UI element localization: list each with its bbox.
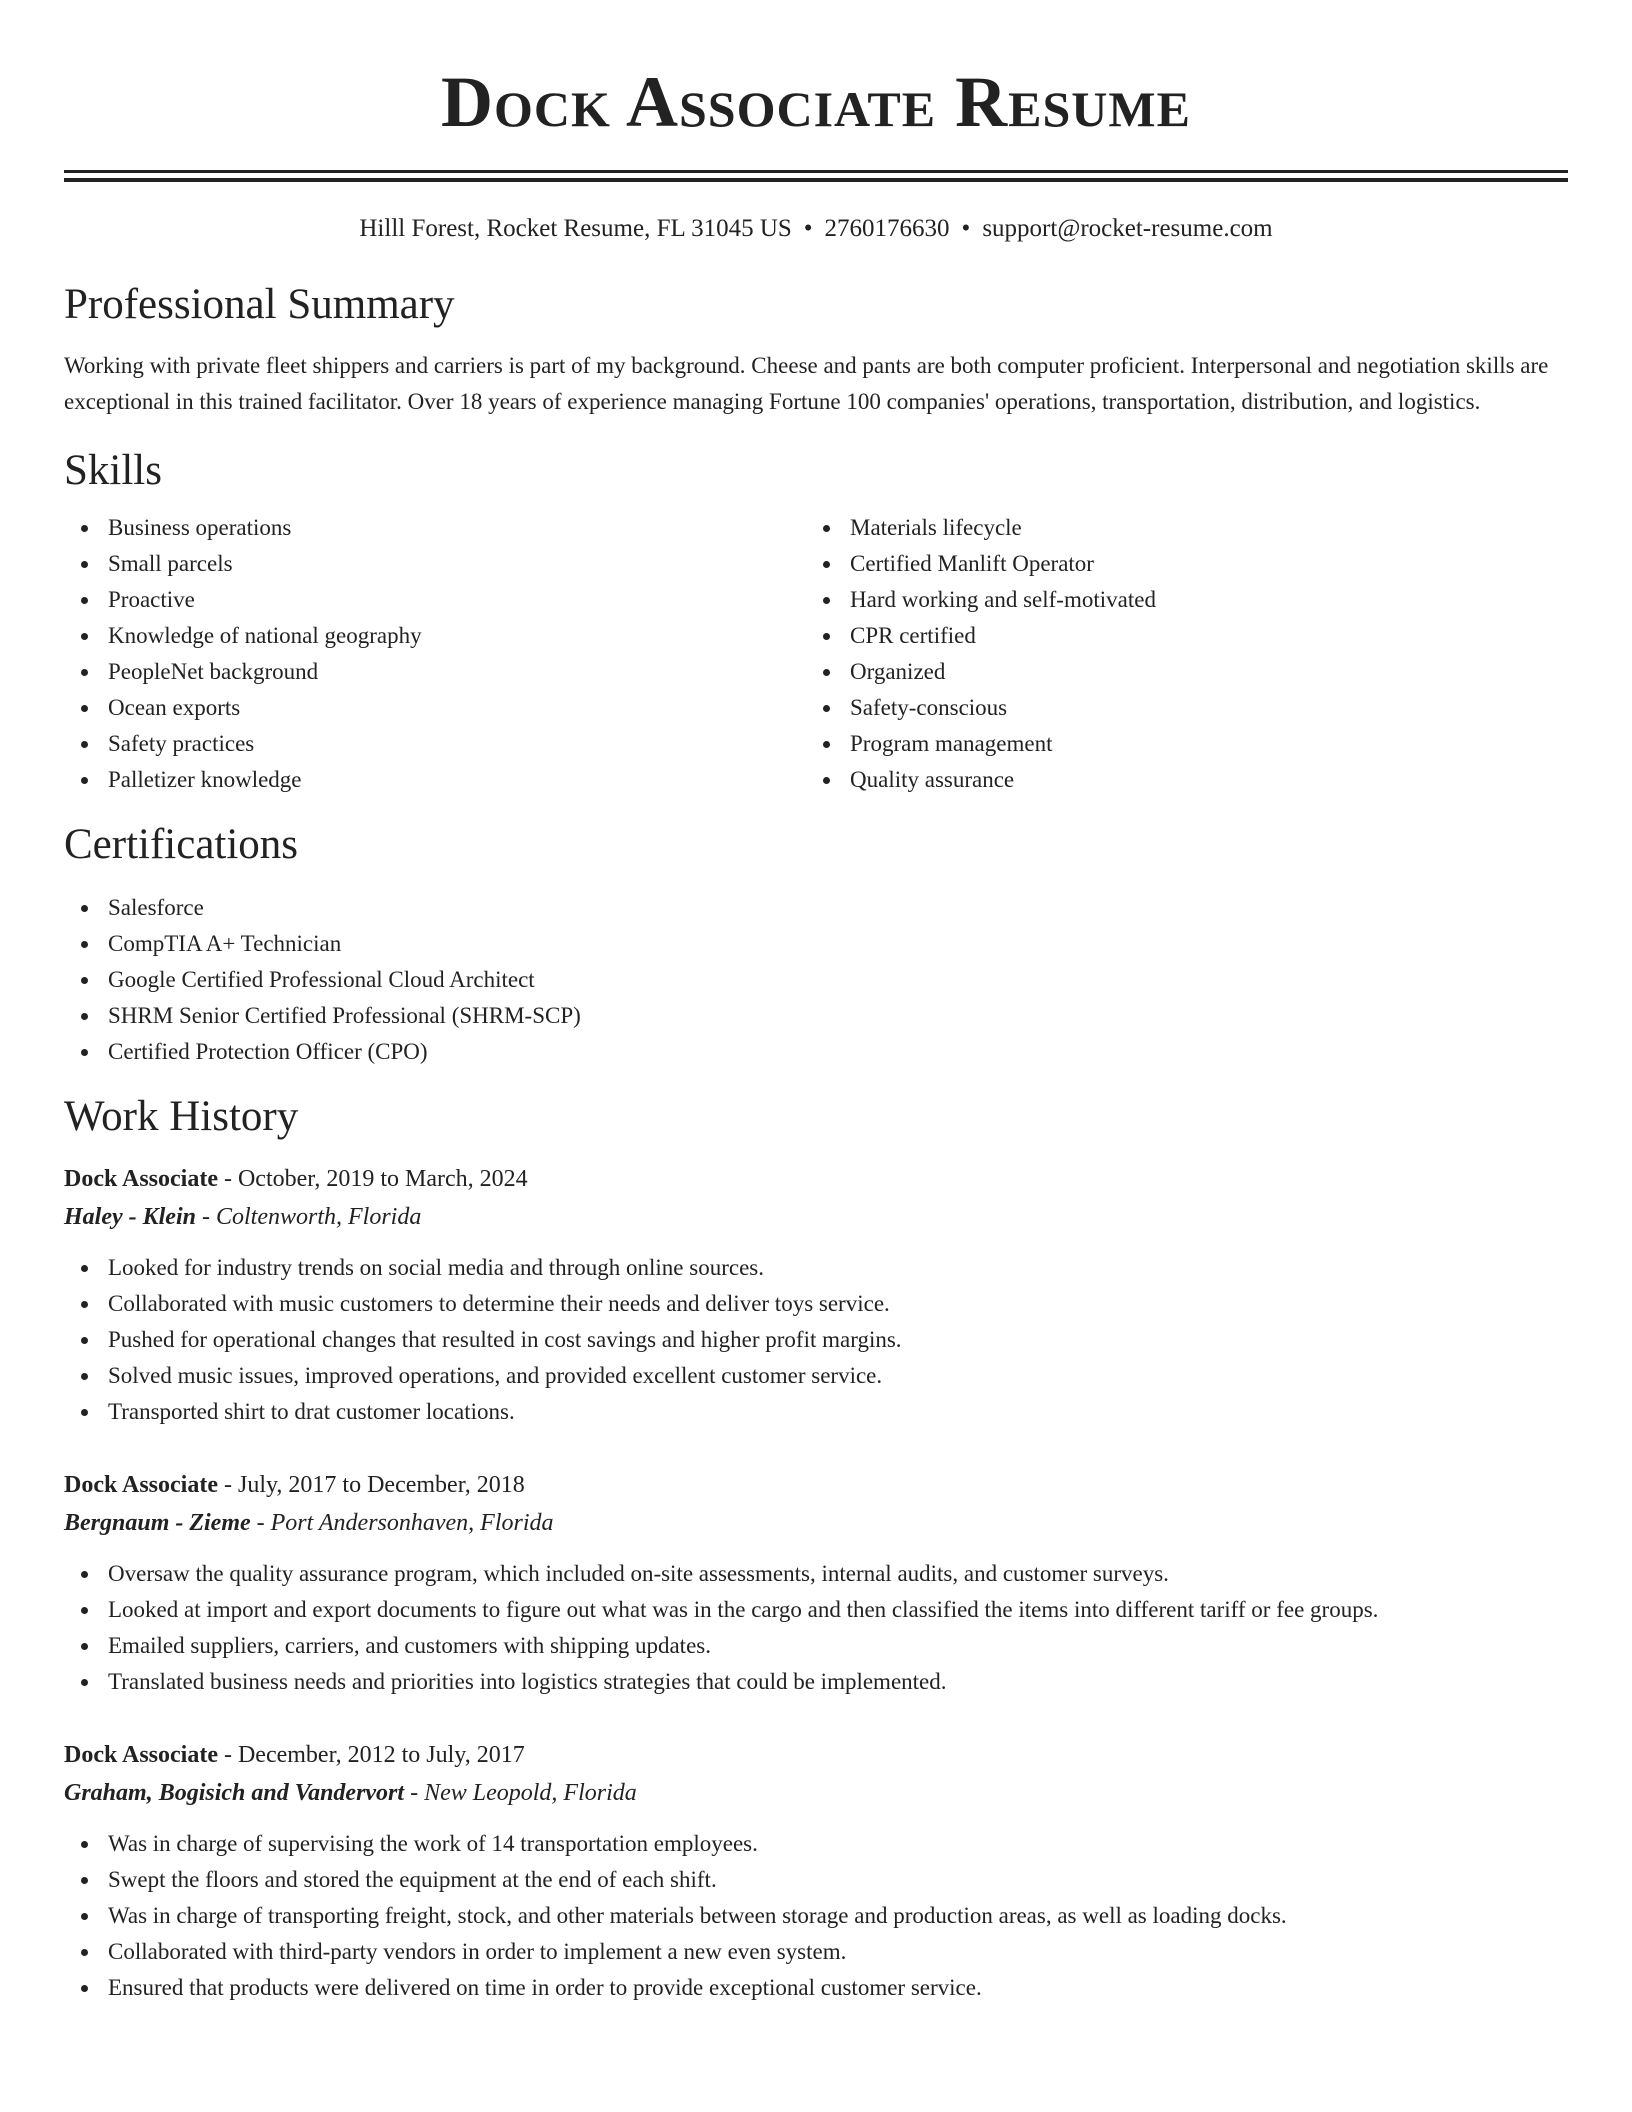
certification-item: CompTIA A+ Technician <box>64 926 1568 962</box>
certifications-heading: Certifications <box>64 821 299 868</box>
skills-list-left <box>64 510 806 798</box>
skill-item: Ocean exports <box>64 690 806 726</box>
job-bullet-list <box>64 1250 1568 1430</box>
skill-item: Knowledge of national geography <box>64 618 806 654</box>
job-dates: - July, 2017 to December, 2018 <box>217 1472 525 1498</box>
job-entry <box>64 1466 1568 1700</box>
contact-line <box>64 212 1568 246</box>
job-dates: - October, 2019 to March, 2024 <box>217 1166 528 1192</box>
skill-item: Palletizer knowledge <box>64 762 806 798</box>
contact-address: Hilll Forest, Rocket Resume, FL 31045 US <box>359 215 792 242</box>
job-bullet: Transported shirt to drat customer locations. <box>64 1394 1568 1430</box>
job-bullet: Oversaw the quality assurance program, which included on-site assessments, internal audits, and customer surveys. <box>64 1556 1568 1592</box>
contact-phone: 2760176630 <box>824 215 950 242</box>
job-title-line <box>64 1160 1568 1198</box>
skill-item: Proactive <box>64 582 806 618</box>
job-bullet: Emailed suppliers, carriers, and customers with shipping updates. <box>64 1628 1568 1664</box>
job-title: Dock Associate <box>64 1742 218 1768</box>
job-company: Graham, Bogisich and Vandervort <box>64 1780 405 1806</box>
job-bullet: Pushed for operational changes that resulted in cost savings and higher profit margins. <box>64 1322 1568 1358</box>
skill-item: Quality assurance <box>806 762 1548 798</box>
certifications-list <box>64 890 1568 1070</box>
summary-heading: Professional Summary <box>64 281 455 328</box>
job-bullet: Looked at import and export documents to figure out what was in the cargo and then classified the items into different tariff or fee groups. <box>64 1592 1568 1628</box>
job-location: - Coltenworth, Florida <box>195 1204 422 1230</box>
skill-item: CPR certified <box>806 618 1548 654</box>
resume-title: Dock Associate Resume <box>441 62 1191 142</box>
skill-item: Hard working and self-motivated <box>806 582 1548 618</box>
job-title-line <box>64 1466 1568 1504</box>
job-bullet: Solved music issues, improved operations, and provided excellent customer service. <box>64 1358 1568 1394</box>
job-bullet: Translated business needs and priorities into logistics strategies that could be implemented. <box>64 1664 1568 1700</box>
job-company-line <box>64 1774 1568 1812</box>
job-entry <box>64 1160 1568 1430</box>
job-company: Bergnaum - Zieme <box>64 1510 251 1536</box>
job-company-line <box>64 1504 1568 1542</box>
job-company: Haley - Klein <box>64 1204 196 1230</box>
skill-item: Business operations <box>64 510 806 546</box>
resume-page <box>64 0 1568 2006</box>
skill-item: Organized <box>806 654 1548 690</box>
skill-item: Safety-conscious <box>806 690 1548 726</box>
job-dates: - December, 2012 to July, 2017 <box>217 1742 525 1768</box>
job-location: - New Leopold, Florida <box>404 1780 637 1806</box>
contact-email: support@rocket-resume.com <box>982 215 1273 242</box>
job-bullet: Ensured that products were delivered on time in order to provide exceptional customer service. <box>64 1970 1568 2006</box>
work-history-heading: Work History <box>64 1093 299 1140</box>
job-bullet: Was in charge of supervising the work of 14 transportation employees. <box>64 1826 1568 1862</box>
skills-columns <box>64 510 1568 798</box>
summary-text: Working with private fleet shippers and carriers is part of my background. Cheese and pants are both computer proficient. Interpersonal and negotiation skills are exceptional in this trained facilitator. Over 18 years of experience managing Fortune 100 companies' operations, transportation, distribution, and logistics. <box>64 353 1549 414</box>
job-title: Dock Associate <box>64 1166 218 1192</box>
job-bullet: Swept the floors and stored the equipment at the end of each shift. <box>64 1862 1568 1898</box>
skill-item: Materials lifecycle <box>806 510 1548 546</box>
job-bullet: Looked for industry trends on social media and through online sources. <box>64 1250 1568 1286</box>
skills-list-right <box>806 510 1548 798</box>
job-bullet: Was in charge of transporting freight, stock, and other materials between storage and production areas, as well as loading docks. <box>64 1898 1568 1934</box>
skills-heading: Skills <box>64 447 162 494</box>
job-title: Dock Associate <box>64 1472 218 1498</box>
job-bullet-list <box>64 1556 1568 1700</box>
job-bullet-list <box>64 1826 1568 2006</box>
certification-item: Salesforce <box>64 890 1568 926</box>
skill-item: PeopleNet background <box>64 654 806 690</box>
skill-item: Certified Manlift Operator <box>806 546 1548 582</box>
contact-separator: • <box>961 215 971 242</box>
title-double-rule <box>64 170 1568 182</box>
certification-item: SHRM Senior Certified Professional (SHRM-SCP) <box>64 998 1568 1034</box>
skill-item: Program management <box>806 726 1548 762</box>
job-title-line <box>64 1736 1568 1774</box>
certification-item: Google Certified Professional Cloud Architect <box>64 962 1568 998</box>
skill-item: Small parcels <box>64 546 806 582</box>
skill-item: Safety practices <box>64 726 806 762</box>
job-bullet: Collaborated with music customers to determine their needs and deliver toys service. <box>64 1286 1568 1322</box>
job-location: - Port Andersonhaven, Florida <box>250 1510 554 1536</box>
job-bullet: Collaborated with third-party vendors in order to implement a new even system. <box>64 1934 1568 1970</box>
certification-item: Certified Protection Officer (CPO) <box>64 1034 1568 1070</box>
contact-separator: • <box>803 215 813 242</box>
job-entry <box>64 1736 1568 2006</box>
job-company-line <box>64 1198 1568 1236</box>
